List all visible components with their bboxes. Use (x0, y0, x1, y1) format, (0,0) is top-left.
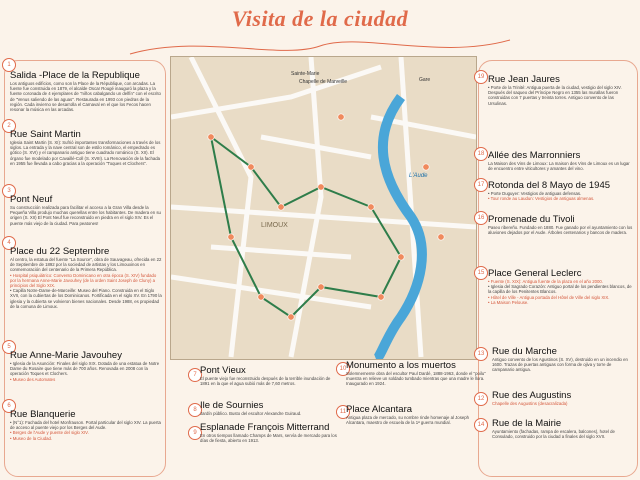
stop-number-7: 7 (188, 368, 202, 382)
section-rue-anne-marie-javouhey (10, 350, 162, 382)
section-title: Salida -Place de la Republique (10, 70, 140, 81)
section-desc: Ayuntamiento (fachadas, rampa de escalera, balcones), hotel de Consulado, construido por la ciudad a finales del siglo XVII. (492, 429, 615, 440)
stop-number-14: 14 (474, 418, 488, 432)
section-title: Promenade du Tivoli (488, 214, 575, 225)
map-stop (423, 164, 429, 170)
map-label-sainte-marie: Sainte-Marie (291, 71, 320, 77)
section-sub: • Museo de la Ciudad. (10, 435, 53, 441)
section-allee-marronniers (488, 150, 634, 171)
stop-number-15: 15 (474, 266, 488, 280)
section-rue-saint-martin (10, 129, 162, 166)
section-place-alcantara (346, 404, 486, 425)
map-stop (368, 204, 374, 210)
section-desc: Antigua plaza de mercado, su nombre rinde homenaje al Joseph Alcantara, maestro de escuela de la 1ª guerra mundial. (346, 415, 470, 426)
section-title: Pont Vieux (200, 365, 246, 376)
section-sub: • Hôtel de Ville - Antigua portada del Hôtel de Ville del siglo XIX. (488, 294, 610, 300)
section-title: Place General Leclerc (488, 268, 582, 279)
map-stop (338, 114, 344, 120)
section-title: Place Alcantara (346, 404, 413, 415)
section-sub: • Museo des Automates (10, 376, 56, 382)
section-desc: Al centro, la estatua del fuente "La Source", obra de Sauvageau, ofrecida en 22 de Septiembre de 1892 por la sociedad de artistas y los Limouxinos en conmemoración del centenario de la Primera República. (10, 257, 162, 273)
section-desc: • Porte Duguyer: Vestigios de antiguas defensas. (488, 191, 582, 196)
section-desc: Jardín público. Busto del escultor Alexandre Guiraud. (200, 411, 302, 416)
map-label-gare: Gare (419, 77, 431, 83)
map-stop (278, 204, 284, 210)
section-desc: Iglesia Saint Martin (S. XI): Sufrió importantes transformaciones a través de los siglos. La entrada y la nave central son de estilo románico, el empedrado es gótico (S. XVI) y el campanario antiguo tiene cuadrado románico (S. XII). El órgano fue modelado por Cavaillé-Coll (S. XVIII). La Renovación de la fachada en 1955 fue llevada a cabo gracias a la operación "Toques et Clochers". (10, 140, 161, 166)
section-desc: El puente viejo fue reconstruido después de la terrible inundación de 1891 en la que el agua subió más de 7,60 metros. (200, 376, 331, 387)
section-pont-neuf (10, 194, 162, 226)
section-rue-du-marche (492, 346, 634, 373)
section-sub: • La Maison Pelouse. (488, 299, 529, 305)
section-title: Esplanade François Mitterrand (200, 422, 330, 433)
section-rue-jean-jaures (488, 74, 634, 106)
section-sub: • Berges de l'Aude y puente del siglo XIV. (10, 430, 89, 436)
section-monumento-muertos (346, 360, 486, 387)
street-grid (171, 57, 476, 357)
section-title: Rotonda del 8 Mayo de 1945 (488, 180, 611, 191)
section-desc: Los antiguos edificios, como son la Place de la République, con arcadas. La fuente fue construida en 1879, el alcalde Oscar Rougé inauguró la plaza y la fuente coronada de 4 ejemplares de "niños cabalgando un delfín" con el escrito de "Venus saliendo de las aguas". Restaurada en 1993 con piedras de la región. Cada invierno se desarrolla el Carnaval en el que los Fecos hacen resonar la música en las arcadas. (10, 81, 161, 113)
section-title: Rue Jean Jaures (488, 74, 560, 85)
map-label-aude: L'Aude (409, 173, 428, 179)
section-desc: • (N°1): Fachada del hotel Monfrauson. Portal particular del siglo XIV. La puerta de acceso al puente viejo por los Berges del Aude. (10, 420, 161, 431)
section-desc: Antiguo convento de los Agustinos (S. XV), destruido en un incendio en 1600. Trazas de puertas antiguas con forma de ojiva y torre de campanario antigua. (492, 357, 628, 373)
map-label-chapelle: Chapelle de Marveille (299, 79, 348, 85)
stop-number-3: 3 (2, 184, 16, 198)
stop-number-18: 18 (474, 147, 488, 161)
stop-number-17: 17 (474, 178, 488, 192)
section-rue-de-la-mairie (492, 418, 634, 439)
section-title: Pont Neuf (10, 194, 53, 205)
map-stop (288, 314, 294, 320)
stop-number-16: 16 (474, 211, 488, 225)
section-desc: Chapelle des Augustins (desacralizada) (492, 401, 568, 406)
map-stop (228, 234, 234, 240)
stop-number-11: 11 (336, 405, 350, 419)
section-desc: • Iglesia de la Asunción: Finales del siglo XIX. Dotada de una estatua de Notre Dame du Rosaire que tiene más de 700 años. Renovada en 2008 con la operación Toques et Clochers. (10, 361, 160, 377)
section-pont-vieux (200, 365, 340, 386)
section-title: Rue des Augustins (492, 390, 572, 401)
map-stop (378, 294, 384, 300)
section-place-republique (10, 70, 162, 112)
section-desc: En otros tiempos llamado Champs de Mars, servía de mercado para los días de fiesta, abierto en 1913. (200, 433, 337, 444)
section-sub: • Iglesia del Sagrado Corazón: Antiguo portal de los pendientes blancos, de la capilla de los Penitentes Blancos. (488, 284, 632, 295)
stop-number-12: 12 (474, 392, 488, 406)
section-sub: • Capilla Notre-Dame-de-Marceille: Museo del Piano. Construida en el Siglo XVII, con la cubiertas de los Dominicanos. Fortificada en el siglo XV. En 1790 la iglesia y la cubierta se volvieron bienes nacionales. Desde 1988, es propiedad de la comuna de Limoux. (10, 288, 162, 309)
stop-number-9: 9 (188, 426, 202, 440)
stop-number-19: 19 (474, 70, 488, 84)
section-desc: • Porte de la Trinité: Antigua puerta de la ciudad, vestigio del siglo XIV. Después del saqueo del Príncipe Negro en 1355 las murallas fueron construidas con 7 puertas y treinta torres. Antiguo convento de las Ursulinas. (488, 85, 622, 106)
stop-number-4: 4 (2, 236, 16, 250)
section-title: Rue Blanquerie (10, 409, 76, 420)
section-promenade-tivoli (488, 214, 634, 235)
map-stop (258, 294, 264, 300)
section-title: Rue de la Mairie (492, 418, 562, 429)
stop-number-6: 6 (2, 399, 16, 413)
section-desc: • Fuente (S. XIX): Antigua fuente de la plaza en el año 2000. (488, 279, 603, 284)
map-stop (438, 234, 444, 240)
section-desc: Solemnemente obra del escultor Paul Dardé, 1888-1963, donde el "poilu" muestra en relieve un soldado tumbado mientras que una madre le llora. Inaugurado en 1924. (346, 371, 486, 387)
section-title: Rue Anne-Marie Javouhey (10, 350, 122, 361)
section-desc: La Maison des Vins de Limoux: La maison des Vins de Limoux es un lugar de encuentro entre viticultores y amantes del vino. (488, 161, 630, 172)
stop-number-1: 1 (2, 58, 16, 72)
section-place-general-leclerc (488, 268, 634, 305)
section-ile-de-sournies (200, 400, 340, 416)
stop-number-13: 13 (474, 347, 488, 361)
section-title: Ile de Sournies (200, 400, 264, 411)
stop-number-8: 8 (188, 403, 202, 417)
section-title: Place du 22 Septembre (10, 246, 110, 257)
section-desc: Paseo ribereño. Fundado en 1880. Fue ganado por el ayuntamiento con los aluviones dejados por el Aude. Árboles centenarios y bancos de madera. (488, 225, 633, 236)
section-rue-blanquerie (10, 409, 162, 441)
stop-number-2: 2 (2, 119, 16, 133)
stop-number-5: 5 (2, 340, 16, 354)
section-rue-des-augustins (492, 390, 634, 406)
section-sub: • Hospital psiquiátrico: Convento Dominicano en otra época (S. XIV) fundado por la hermana Anne-Marie Javouhey (de la orden Saint Joseph de Cluny) a principios del Siglo XIX. (10, 272, 157, 289)
section-rotonda-8-mayo (488, 180, 634, 201)
section-place-22-septembre (10, 246, 162, 309)
map-stop (208, 134, 214, 140)
section-esplanade-mitterrand (200, 422, 340, 443)
map-label-limoux: LIMOUX (261, 222, 288, 229)
page-title: Visita de la ciudad (231, 6, 409, 31)
map-stop (318, 284, 324, 290)
map-stop (398, 254, 404, 260)
section-title: Allée des Marronniers (488, 150, 581, 161)
section-title: Rue du Marche (492, 346, 557, 357)
section-desc: Su construcción realizada para facilitar el acceso a la Gran Villa desde la Pequeña Villa produjo muchas querellas entre los habitantes. De madera en su origen (S. XII) El Pont Neuf fue reconstruido en piedra en el siglo XIV. Es el puente más viejo de la ciudad. Para peatones! (10, 205, 161, 226)
map-stop (248, 164, 254, 170)
stop-number-10: 10 (336, 362, 350, 376)
map-stop (318, 184, 324, 190)
section-title: Monumento a los muertos (346, 360, 456, 371)
city-map[interactable] (170, 56, 477, 360)
section-title: Rue Saint Martin (10, 129, 81, 140)
section-sub: • Tour ronde au Laudun: Vestigios de antiguas almenas. (488, 196, 595, 202)
